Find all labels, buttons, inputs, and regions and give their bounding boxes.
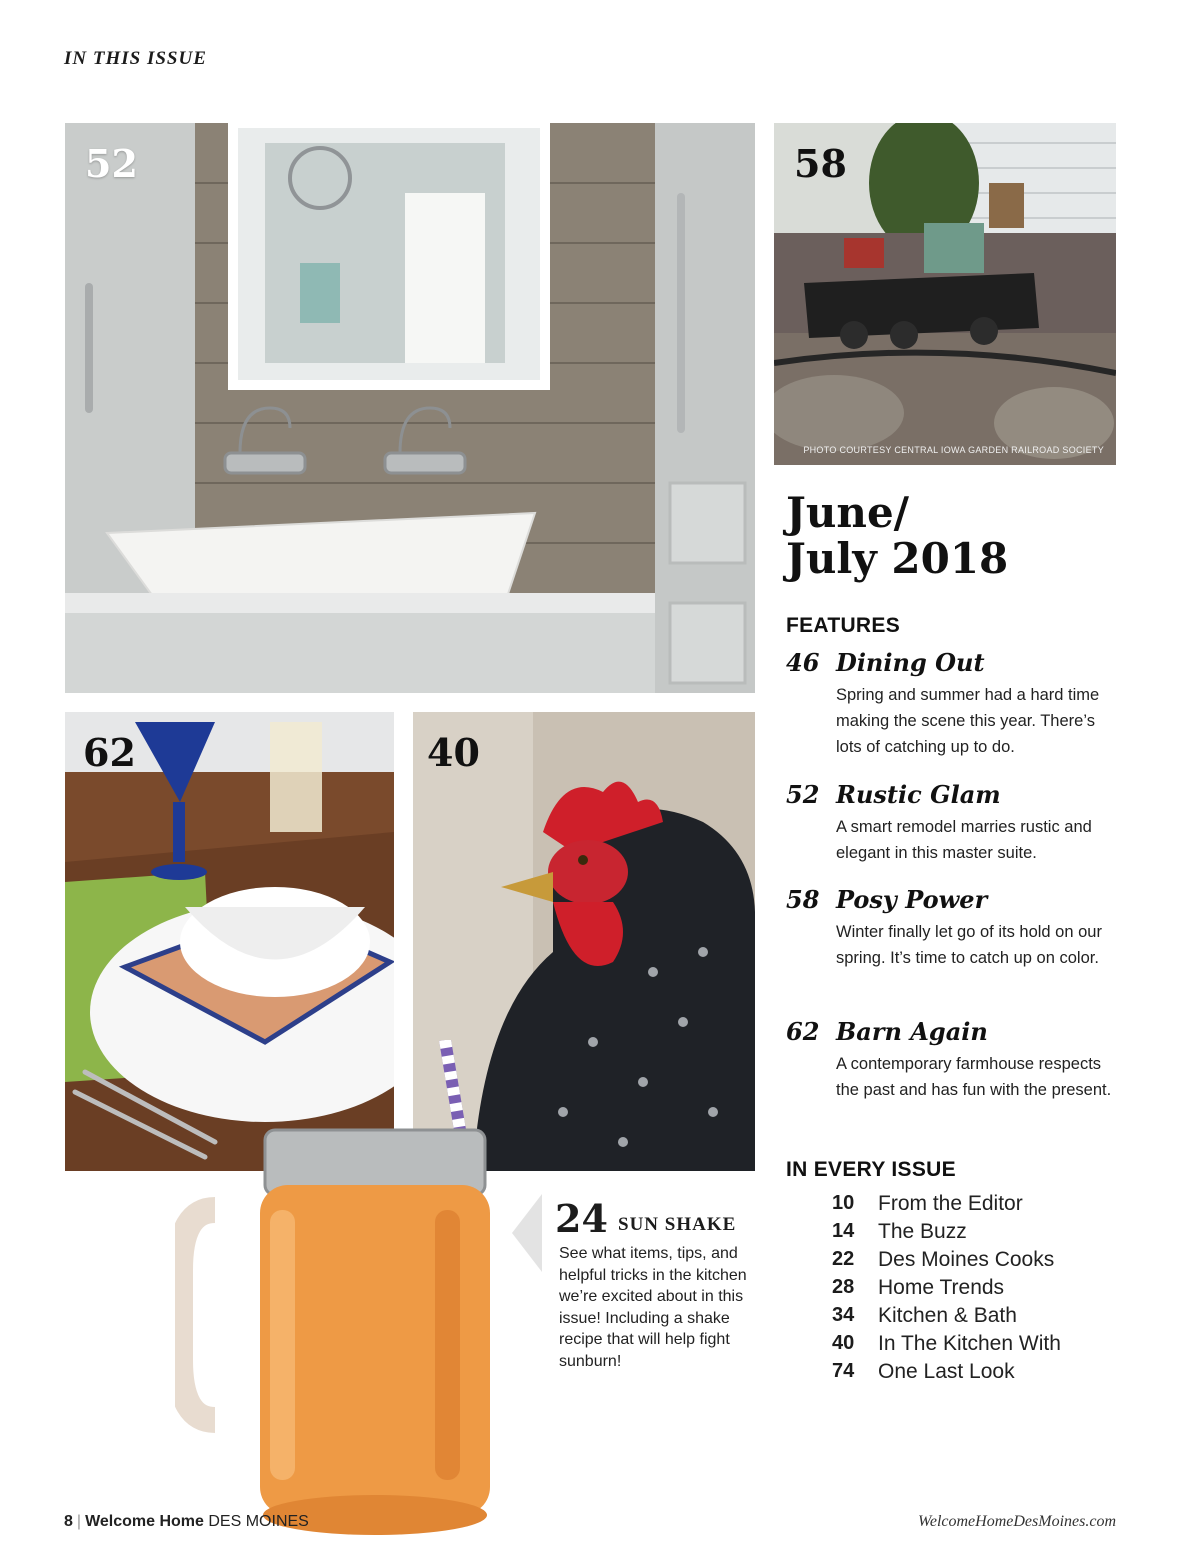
every-issue-item[interactable] bbox=[786, 1248, 1116, 1276]
every-issue-page: 14 bbox=[832, 1220, 855, 1242]
orange-shake-jar-icon bbox=[175, 1040, 495, 1545]
footer-separator: | bbox=[76, 1513, 82, 1530]
garden-railroad-photo[interactable] bbox=[774, 123, 1116, 465]
footer-city: DES MOINES bbox=[208, 1513, 309, 1530]
every-issue-title: In The Kitchen With bbox=[878, 1332, 1061, 1355]
section-kicker: IN THIS ISSUE bbox=[64, 48, 207, 69]
every-issue-page: 34 bbox=[832, 1304, 855, 1326]
every-issue-item[interactable] bbox=[786, 1360, 1116, 1388]
feature-description: A contemporary farmhouse respects the past and has fun with the present. bbox=[836, 1055, 1112, 1099]
issue-date-line-1: June/ bbox=[786, 488, 910, 537]
feature-page-number: 46 bbox=[786, 648, 820, 677]
callout-pointer-icon bbox=[512, 1194, 542, 1272]
feature-page-number: 62 bbox=[786, 1017, 820, 1046]
bathroom-photo[interactable] bbox=[65, 123, 755, 693]
sun-shake-title: SUN SHAKE bbox=[618, 1214, 737, 1235]
every-issue-item[interactable] bbox=[786, 1332, 1116, 1360]
shake-jar-photo[interactable] bbox=[175, 1040, 495, 1545]
every-issue-page: 22 bbox=[832, 1248, 855, 1270]
feature-title: Posy Power bbox=[836, 885, 988, 914]
every-issue-page: 40 bbox=[832, 1332, 855, 1354]
every-issue-title: From the Editor bbox=[878, 1192, 1023, 1215]
feature-item[interactable] bbox=[786, 885, 1146, 995]
sun-shake-description: See what items, tips, and helpful tricks in the kitchen we’re excited about in this issue! Including a shake recipe that will help fight sunburn! bbox=[559, 1245, 747, 1370]
every-issue-title: One Last Look bbox=[878, 1360, 1015, 1383]
every-issue-page: 28 bbox=[832, 1276, 855, 1298]
every-issue-title: Des Moines Cooks bbox=[878, 1248, 1055, 1271]
every-issue-item[interactable] bbox=[786, 1220, 1116, 1248]
every-issue-page: 10 bbox=[832, 1192, 855, 1214]
every-issue-title: The Buzz bbox=[878, 1220, 967, 1243]
every-issue-title: Kitchen & Bath bbox=[878, 1304, 1017, 1327]
every-issue-page: 74 bbox=[832, 1360, 855, 1382]
every-issue-list bbox=[786, 1192, 1116, 1388]
feature-title: Dining Out bbox=[836, 648, 985, 677]
footer-website-link[interactable]: WelcomeHomeDesMoines.com bbox=[917, 1513, 1116, 1530]
every-issue-item[interactable] bbox=[786, 1192, 1116, 1220]
feature-page-number: 58 bbox=[786, 885, 820, 914]
photo-page-number-40: 40 bbox=[427, 730, 480, 775]
feature-description: Spring and summer had a hard time making the scene this year. There’s lots of catching up to do. bbox=[836, 686, 1100, 756]
bathroom-vanity-icon bbox=[65, 123, 755, 693]
every-issue-heading: IN EVERY ISSUE bbox=[786, 1158, 956, 1181]
issue-date-line-2: July 2018 bbox=[786, 534, 1009, 583]
footer-brand: Welcome Home bbox=[85, 1513, 204, 1530]
photo-credit: PHOTO COURTESY CENTRAL IOWA GARDEN RAILROAD SOCIETY bbox=[803, 445, 1104, 455]
feature-description: Winter finally let go of its hold on our spring. It’s time to catch up on color. bbox=[836, 923, 1102, 967]
feature-description: A smart remodel marries rustic and elegant in this master suite. bbox=[836, 818, 1092, 862]
sun-shake-page-number: 24 bbox=[555, 1196, 608, 1241]
every-issue-title: Home Trends bbox=[878, 1276, 1005, 1299]
footer-folio bbox=[64, 1513, 309, 1531]
feature-title: Rustic Glam bbox=[836, 780, 1001, 809]
every-issue-item[interactable] bbox=[786, 1304, 1116, 1332]
photo-page-number-62: 62 bbox=[83, 730, 136, 775]
feature-title: Barn Again bbox=[836, 1017, 988, 1046]
feature-item[interactable] bbox=[786, 780, 1146, 864]
feature-item[interactable] bbox=[786, 648, 1146, 758]
features-heading: FEATURES bbox=[786, 614, 901, 637]
photo-page-number-58: 58 bbox=[794, 141, 847, 186]
photo-page-number-52: 52 bbox=[85, 141, 138, 186]
every-issue-item[interactable] bbox=[786, 1276, 1116, 1304]
feature-page-number: 52 bbox=[786, 780, 820, 809]
footer-page-number: 8 bbox=[64, 1513, 73, 1530]
feature-item[interactable] bbox=[786, 1017, 1146, 1127]
issue-date bbox=[786, 490, 1046, 582]
